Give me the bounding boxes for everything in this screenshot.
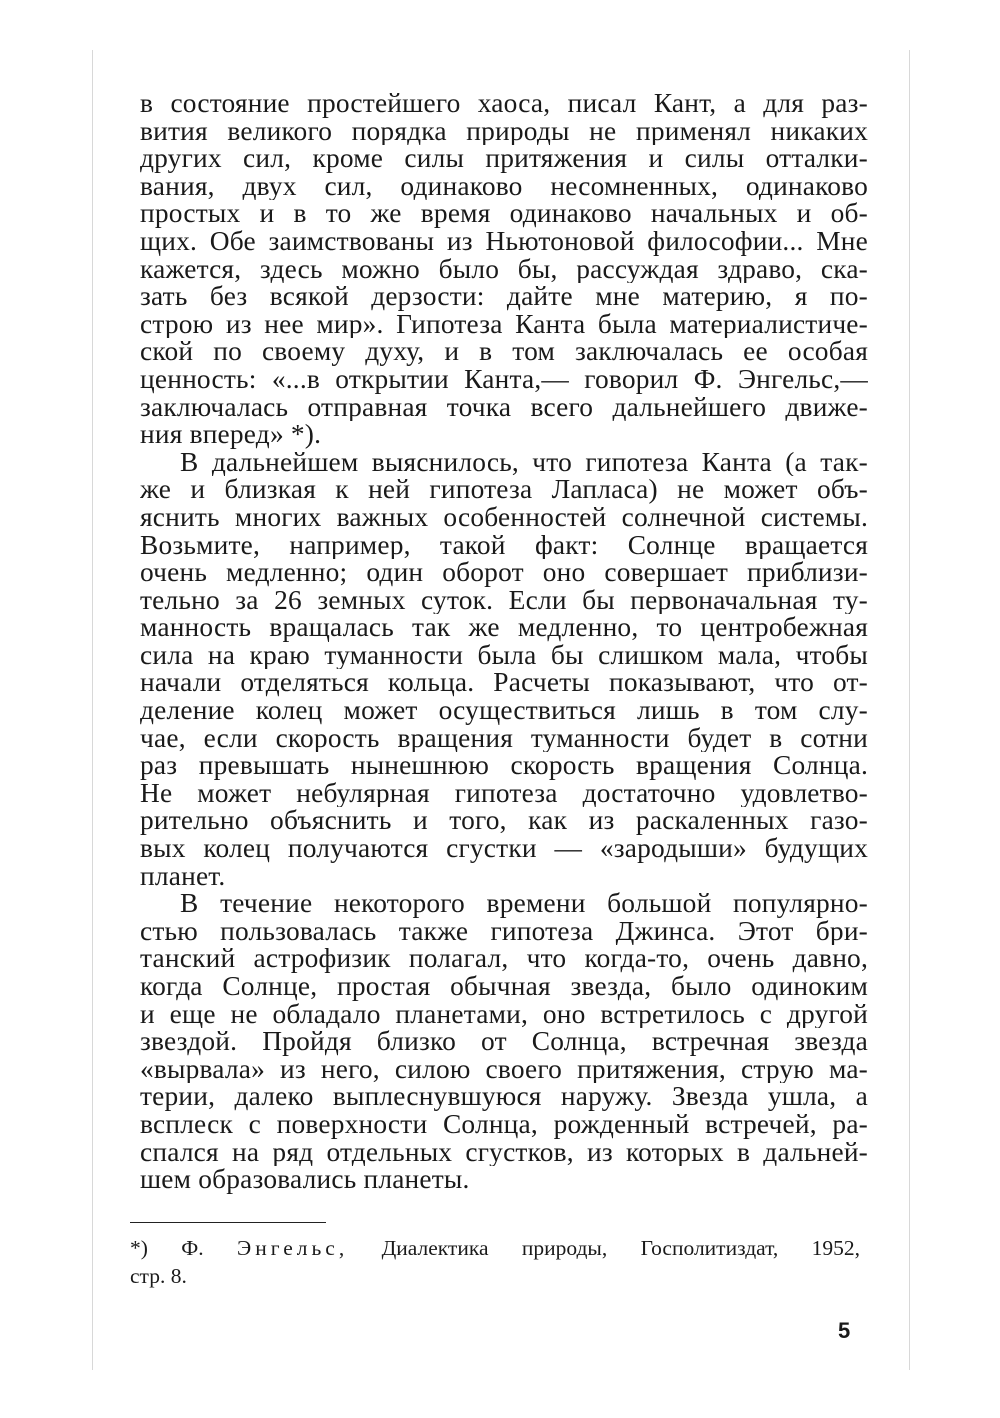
text-line: кажется, здесь можно было бы, рассуждая здраво, ска- — [140, 255, 868, 284]
text-line: вития великого порядка природы не применял никаких — [140, 117, 868, 146]
text-line: тельно за 26 земных суток. Если бы первоначальная ту- — [140, 586, 868, 615]
text-line: простых и в то же время одинаково начальных и об- — [140, 200, 868, 228]
text-line: спался на ряд отдельных сгустков, из которых в дальней- — [140, 1138, 868, 1167]
footnote-divider — [130, 1222, 326, 1223]
text-line: сила на краю туманности была бы слишком мала, чтобы — [140, 641, 868, 670]
text-line: всплеск с поверхности Солнца, рожденный встречей, ра- — [140, 1110, 868, 1139]
text-line: и еще не обладало планетами, оно встретилось с другой — [140, 1000, 868, 1029]
footnote-line: стр. 8. — [130, 1264, 187, 1288]
page-number: 5 — [838, 1318, 851, 1343]
text-line: вых колец получаются сгустки — «зародыши» будущих — [140, 835, 868, 863]
footnote-author: Энгельс, — [237, 1236, 349, 1260]
text-line: звездой. Пройдя близко от Солнца, встречная звезда — [140, 1028, 868, 1056]
footnote — [130, 1234, 860, 1290]
text-line: манность вращалась так же медленно, то центробежная — [140, 614, 868, 642]
text-line: планет. — [140, 862, 226, 891]
text-line: вания, двух сил, одинаково несомненных, одинаково — [140, 172, 868, 201]
text-line: «вырвала» из него, силою своего притяжения, струю ма- — [140, 1055, 868, 1084]
text-line: ской по своему духу, и в том заключалась ее особая — [140, 338, 868, 366]
text-line: ния вперед» *). — [140, 421, 322, 449]
text-line: чае, если скорость вращения туманности будет в сотни — [140, 724, 868, 753]
text-line: когда Солнце, простая обычная звезда, было одиноким — [140, 973, 868, 1001]
text-line: строю из нее мир». Гипотеза Канта была материалистиче- — [140, 310, 868, 339]
text-line: в состояние простейшего хаоса, писал Кант, а для раз- — [140, 90, 868, 118]
text-line: начали отделяться кольца. Расчеты показывают, что от- — [140, 669, 868, 698]
text-line: терии, далеко выплеснувшуюся наружу. Звезда ушла, а — [140, 1083, 868, 1111]
text-line: заключалась отправная точка всего дальнейшего движе- — [140, 393, 868, 422]
text-line: зать без всякой дерзости: дайте мне материю, я по- — [140, 283, 868, 311]
text-line: Не может небулярная гипотеза достаточно удовлетво- — [140, 779, 868, 808]
text-line: стью пользовалась также гипотеза Джинса. Этот бри- — [140, 917, 868, 946]
text-line: яснить многих важных особенностей солнечной системы. — [140, 503, 868, 532]
text-line: щих. Обе заимствованы из Ньютоновой философии... Мне — [140, 227, 868, 256]
text-line: шем образовались планеты. — [140, 1166, 470, 1194]
text-line: рительно объяснить и того, как из раскаленных газо- — [140, 807, 868, 836]
paragraph-3 — [140, 890, 868, 1194]
footnote-marker: *) Ф. — [130, 1236, 204, 1260]
text-line: других сил, кроме силы притяжения и силы отталки- — [140, 145, 868, 173]
body-text — [140, 90, 868, 1194]
paragraph-1 — [140, 90, 868, 449]
text-line: раз превышать нынешнюю скорость вращения Солнца. — [140, 752, 868, 780]
text-line: деление колец может осуществиться лишь в том слу- — [140, 697, 868, 725]
text-line: очень медленно; один оборот оно совершает приблизи- — [140, 559, 868, 587]
text-line: же и близкая к ней гипотеза Лапласа) не может объ- — [140, 476, 868, 504]
text-line: В дальнейшем выяснилось, что гипотеза Канта (а так- — [180, 448, 868, 477]
paragraph-2 — [140, 449, 868, 891]
footnote-line — [130, 1234, 860, 1262]
text-line: танский астрофизик полагал, что когда-то, очень давно, — [140, 945, 868, 973]
text-line: ценность: «...в открытии Канта,— говорил Ф. Энгельс,— — [140, 365, 868, 394]
text-line: Возьмите, например, такой факт: Солнце вращается — [140, 531, 868, 560]
footnote-source: Диалектика природы, Госполитиздат, 1952, — [381, 1236, 860, 1260]
text-line: В течение некоторого времени большой популярно- — [180, 890, 868, 918]
